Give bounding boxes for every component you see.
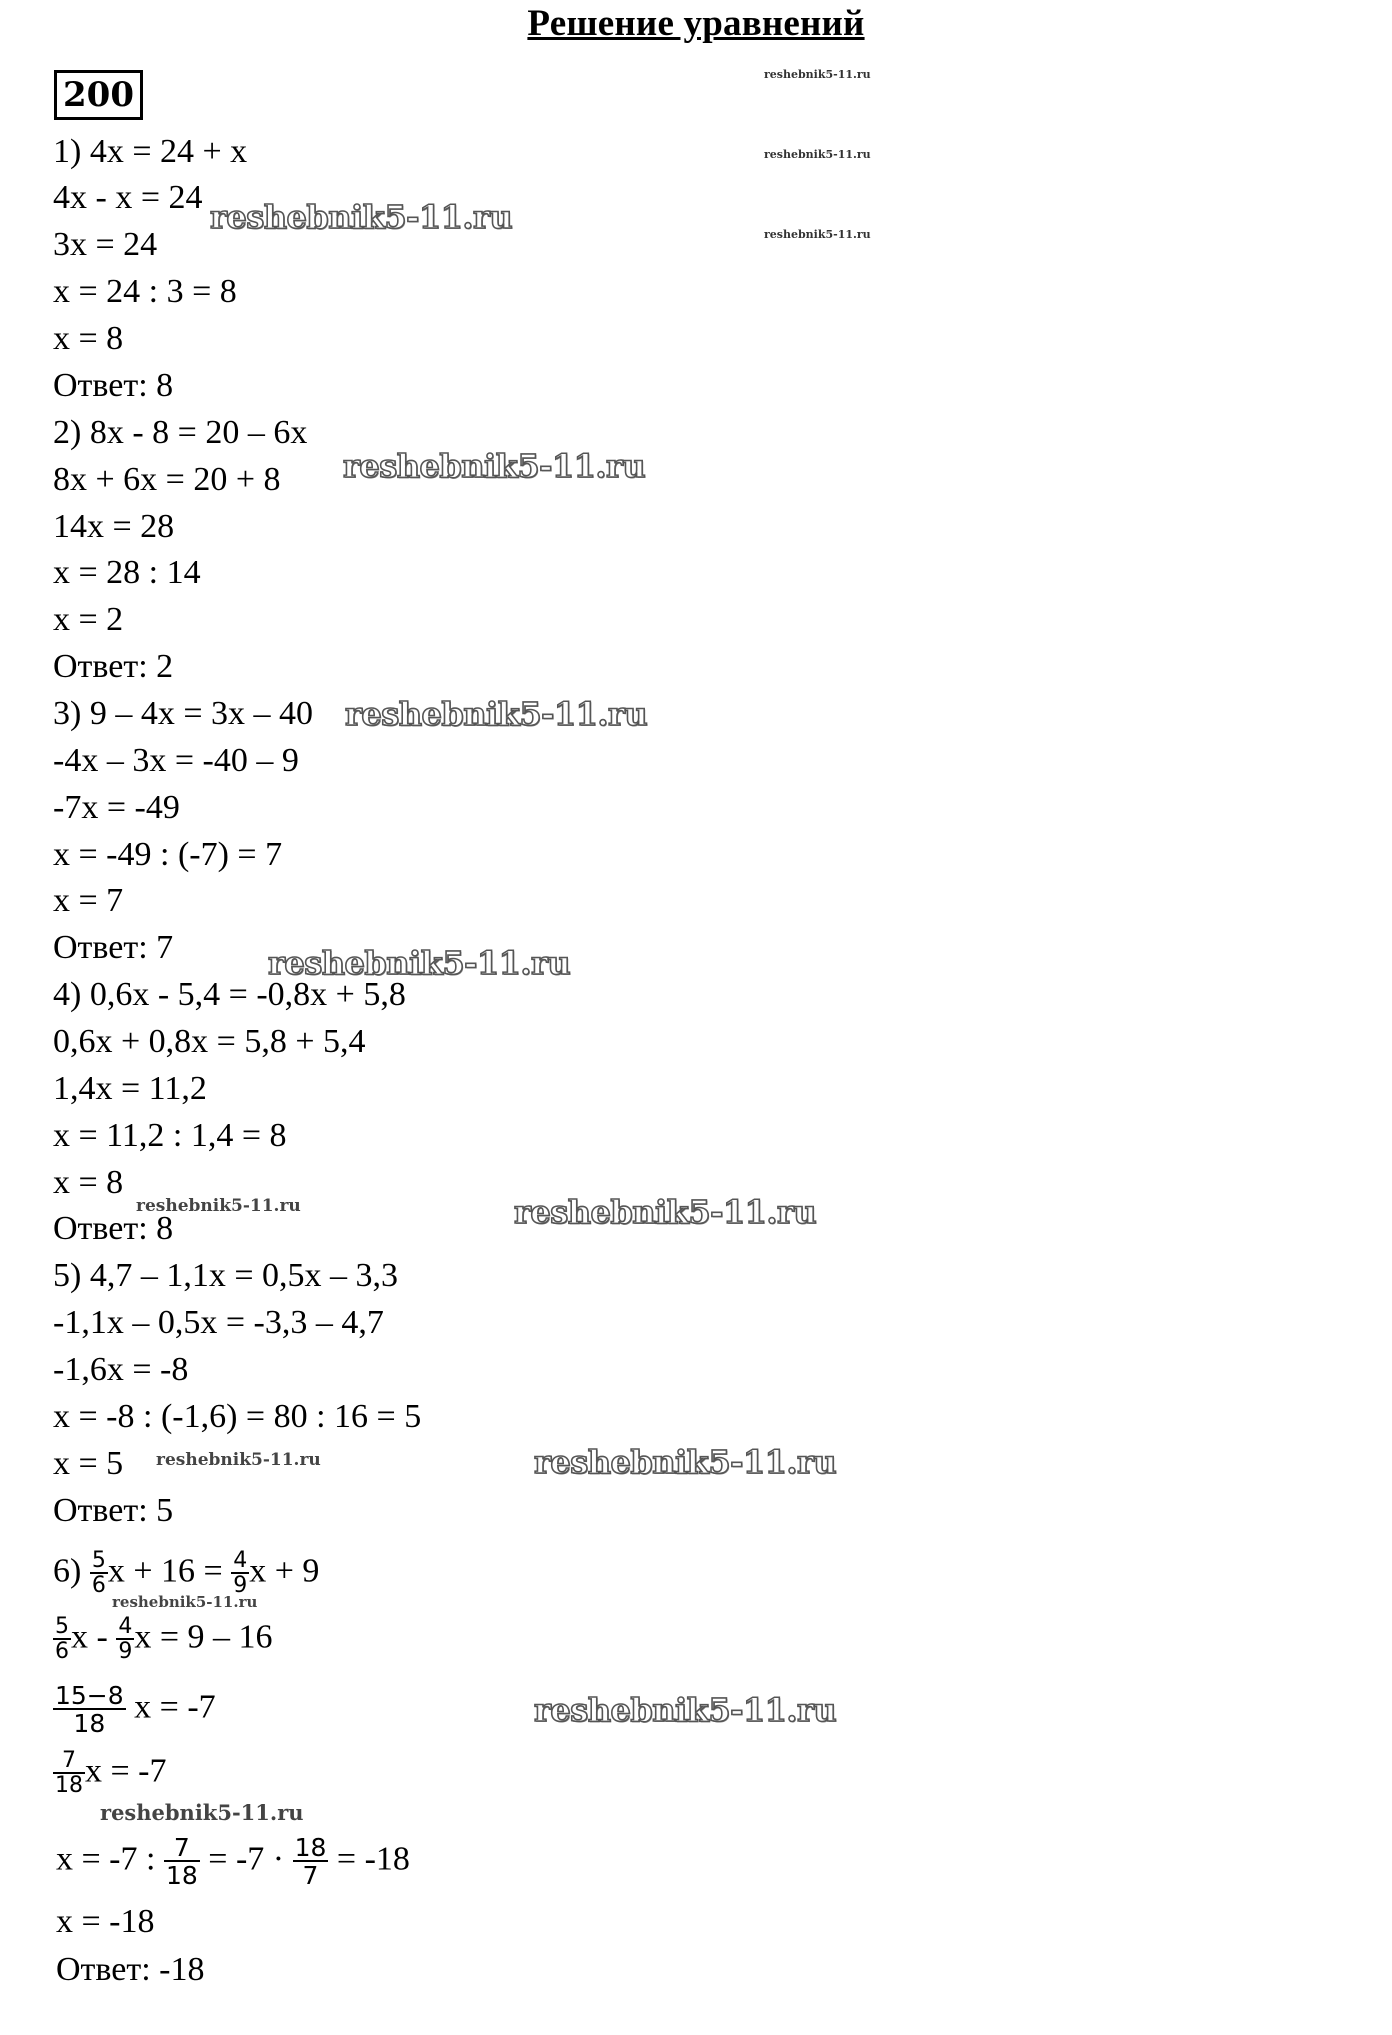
- fraction-numerator: 5: [91, 1548, 106, 1573]
- answer-line: Ответ: 8: [53, 1210, 174, 1247]
- solution-line: x = -8 : (-1,6) = 80 : 16 = 5: [53, 1398, 422, 1435]
- fraction-denominator: 18: [55, 1773, 83, 1798]
- solution-line: x = 7: [53, 882, 124, 919]
- solution-line: x = 24 : 3 = 8: [53, 273, 237, 310]
- line-text: x -: [71, 1618, 117, 1656]
- line-text: x + 9: [249, 1552, 320, 1590]
- watermark: reshebnik5-11.ru: [345, 695, 648, 733]
- solution-line: 5) 4,7 – 1,1x = 0,5x – 3,3: [53, 1257, 398, 1294]
- fraction-denominator: 7: [293, 1860, 329, 1888]
- solution-line: x = 2: [53, 601, 124, 638]
- watermark-small: reshebnik5-11.ru: [136, 1196, 301, 1216]
- solution-line: x = 11,2 : 1,4 = 8: [53, 1117, 287, 1154]
- answer-line: Ответ: 8: [53, 367, 174, 404]
- solution-line-fraction: [53, 1616, 273, 1663]
- solution-line: 3) 9 – 4x = 3x – 40: [53, 695, 313, 732]
- solution-line: -1,6x = -8: [53, 1351, 189, 1388]
- solution-line: -4x – 3x = -40 – 9: [53, 742, 299, 779]
- fraction-numerator: 7: [62, 1748, 76, 1773]
- solution-line: x = 28 : 14: [53, 554, 201, 591]
- solution-line: 1,4x = 11,2: [53, 1070, 207, 1107]
- fraction-numerator: 18: [294, 1833, 327, 1862]
- fraction: [116, 1616, 134, 1663]
- solution-line: -1,1x – 0,5x = -3,3 – 4,7: [53, 1304, 384, 1341]
- fraction-denominator: 18: [53, 1708, 126, 1736]
- watermark: reshebnik5-11.ru: [534, 1443, 837, 1481]
- line-text: x = 9 – 16: [134, 1618, 273, 1656]
- fraction: [53, 1616, 71, 1663]
- fraction-numerator: 5: [55, 1614, 69, 1639]
- answer-line: Ответ: 5: [53, 1492, 174, 1529]
- watermark-small: reshebnik5-11.ru: [100, 1800, 304, 1825]
- answer-line: Ответ: 7: [53, 929, 174, 966]
- watermark-small: reshebnik5-11.ru: [156, 1450, 321, 1470]
- fraction-numerator: 4: [118, 1614, 133, 1639]
- watermark-small: reshebnik5-11.ru: [112, 1593, 258, 1611]
- watermark-small: reshebnik5-11.ru: [764, 228, 871, 241]
- fraction-numerator: 4: [233, 1548, 248, 1573]
- solution-line: x = 8: [53, 1164, 124, 1201]
- answer-line: Ответ: 2: [53, 648, 174, 685]
- fraction-denominator: 6: [55, 1639, 69, 1664]
- fraction-numerator: 15−8: [55, 1681, 124, 1710]
- solution-line: 0,6x + 0,8x = 5,8 + 5,4: [53, 1023, 366, 1060]
- solution-line: 4x - x = 24: [53, 179, 203, 216]
- solution-line: 2) 8x - 8 = 20 – 6x: [53, 414, 308, 451]
- solution-line: x = -18: [56, 1903, 155, 1940]
- solution-line: 8x + 6x = 20 + 8: [53, 461, 281, 498]
- line-text: = -18: [328, 1840, 410, 1878]
- solution-line-fraction: [56, 1835, 410, 1888]
- watermark: reshebnik5-11.ru: [210, 198, 513, 236]
- line-text: x + 16 =: [107, 1552, 232, 1590]
- solution-line: x = -49 : (-7) = 7: [53, 836, 283, 873]
- watermark-small: reshebnik5-11.ru: [764, 68, 871, 81]
- watermark: reshebnik5-11.ru: [343, 447, 646, 485]
- fraction: [53, 1750, 85, 1797]
- line-text: x = -7: [85, 1752, 167, 1790]
- solution-line: 14x = 28: [53, 508, 175, 545]
- line-text: x = -7: [125, 1688, 216, 1726]
- fraction-denominator: 18: [165, 1861, 198, 1890]
- answer-line: Ответ: -18: [56, 1951, 205, 1988]
- fraction-denominator: 9: [118, 1639, 133, 1664]
- watermark: reshebnik5-11.ru: [268, 944, 571, 982]
- watermark: reshebnik5-11.ru: [514, 1193, 817, 1231]
- fraction: [164, 1835, 200, 1888]
- fraction: [53, 1683, 126, 1736]
- solution-line: x = 5: [53, 1445, 124, 1482]
- solution-line: 3x = 24: [53, 226, 158, 263]
- solution-line: x = 8: [53, 320, 124, 357]
- fraction: [90, 1550, 108, 1597]
- solution-line: 1) 4x = 24 + x: [53, 133, 248, 170]
- line-text: 6): [53, 1552, 90, 1590]
- page-title: Решение уравнений: [527, 3, 865, 44]
- solution-line-fraction: [53, 1550, 319, 1597]
- task-number-box: 200: [54, 70, 143, 120]
- solution-line-fraction: [53, 1750, 167, 1797]
- solution-line-fraction: [53, 1683, 216, 1736]
- fraction-numerator: 7: [173, 1833, 190, 1862]
- fraction: [293, 1835, 329, 1888]
- solution-line: 4) 0,6x - 5,4 = -0,8x + 5,8: [53, 976, 406, 1013]
- line-text: = -7 ·: [199, 1840, 293, 1878]
- solution-line: -7x = -49: [53, 789, 180, 826]
- watermark: reshebnik5-11.ru: [534, 1691, 837, 1729]
- line-text: x = -7 :: [56, 1840, 164, 1878]
- fraction-denominator: 6: [91, 1573, 106, 1598]
- fraction: [231, 1550, 249, 1597]
- watermark-small: reshebnik5-11.ru: [764, 148, 871, 161]
- fraction-denominator: 9: [233, 1573, 248, 1598]
